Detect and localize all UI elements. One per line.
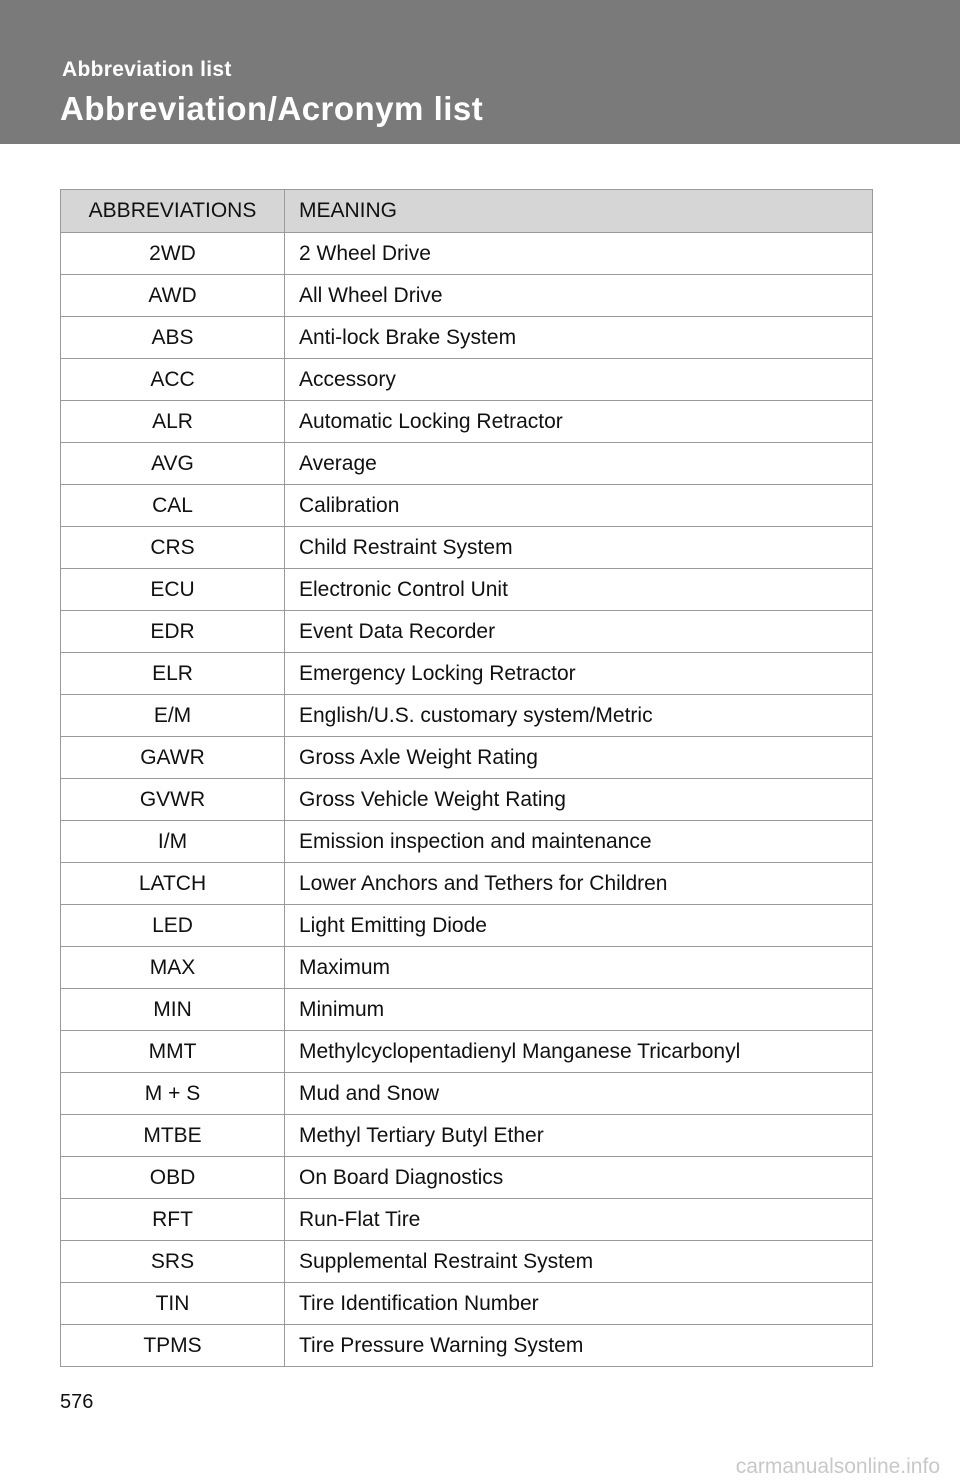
abbreviation-cell: SRS: [61, 1241, 285, 1283]
meaning-cell: Gross Axle Weight Rating: [285, 737, 873, 779]
abbreviation-cell: 2WD: [61, 233, 285, 275]
table-row: [61, 737, 873, 779]
table-row: [61, 569, 873, 611]
column-header-meaning: MEANING: [285, 190, 873, 233]
table-row: [61, 695, 873, 737]
page-number: 576: [60, 1391, 94, 1413]
abbreviation-cell: AVG: [61, 443, 285, 485]
meaning-cell: Event Data Recorder: [285, 611, 873, 653]
table-row: [61, 947, 873, 989]
meaning-cell: Supplemental Restraint System: [285, 1241, 873, 1283]
abbreviation-cell: RFT: [61, 1199, 285, 1241]
table-row: [61, 1073, 873, 1115]
table-row: [61, 1283, 873, 1325]
watermark: carmanualsonline.info: [735, 1455, 940, 1478]
abbreviation-cell: CAL: [61, 485, 285, 527]
meaning-cell: Tire Identification Number: [285, 1283, 873, 1325]
meaning-cell: Electronic Control Unit: [285, 569, 873, 611]
table-row: [61, 1157, 873, 1199]
column-header-abbreviations: ABBREVIATIONS: [61, 190, 285, 233]
abbreviation-cell: MMT: [61, 1031, 285, 1073]
table-row: [61, 401, 873, 443]
meaning-cell: Emission inspection and maintenance: [285, 821, 873, 863]
meaning-cell: Accessory: [285, 359, 873, 401]
meaning-cell: Minimum: [285, 989, 873, 1031]
abbreviation-cell: MIN: [61, 989, 285, 1031]
section-label: Abbreviation list: [62, 58, 232, 81]
meaning-cell: All Wheel Drive: [285, 275, 873, 317]
abbreviation-cell: M + S: [61, 1073, 285, 1115]
table-row: [61, 989, 873, 1031]
meaning-cell: Maximum: [285, 947, 873, 989]
table-row: [61, 359, 873, 401]
page-title: Abbreviation/Acronym list: [60, 90, 484, 127]
meaning-cell: Automatic Locking Retractor: [285, 401, 873, 443]
abbreviation-cell: ECU: [61, 569, 285, 611]
meaning-cell: On Board Diagnostics: [285, 1157, 873, 1199]
table-row: [61, 821, 873, 863]
abbreviation-cell: LATCH: [61, 863, 285, 905]
table-row: [61, 779, 873, 821]
abbreviation-cell: GVWR: [61, 779, 285, 821]
table-row: [61, 1199, 873, 1241]
abbreviation-table: [60, 189, 873, 1367]
meaning-cell: Anti-lock Brake System: [285, 317, 873, 359]
table-row: [61, 1031, 873, 1073]
abbreviation-cell: ABS: [61, 317, 285, 359]
meaning-cell: Mud and Snow: [285, 1073, 873, 1115]
table-row: [61, 863, 873, 905]
meaning-cell: Emergency Locking Retractor: [285, 653, 873, 695]
meaning-cell: Methylcyclopentadienyl Manganese Tricarbonyl: [285, 1031, 873, 1073]
table-row: [61, 317, 873, 359]
page-header: [0, 0, 960, 144]
abbreviation-cell: MAX: [61, 947, 285, 989]
table-row: [61, 485, 873, 527]
abbreviation-cell: GAWR: [61, 737, 285, 779]
meaning-cell: Methyl Tertiary Butyl Ether: [285, 1115, 873, 1157]
meaning-cell: Calibration: [285, 485, 873, 527]
table-row: [61, 1325, 873, 1367]
table-row: [61, 443, 873, 485]
meaning-cell: Lower Anchors and Tethers for Children: [285, 863, 873, 905]
abbreviation-cell: ACC: [61, 359, 285, 401]
table-row: [61, 653, 873, 695]
meaning-cell: Gross Vehicle Weight Rating: [285, 779, 873, 821]
abbreviation-cell: MTBE: [61, 1115, 285, 1157]
abbreviation-cell: ELR: [61, 653, 285, 695]
abbreviation-cell: AWD: [61, 275, 285, 317]
table-header-row: [61, 190, 873, 233]
table-row: [61, 611, 873, 653]
meaning-cell: Tire Pressure Warning System: [285, 1325, 873, 1367]
abbreviation-cell: ALR: [61, 401, 285, 443]
table-row: [61, 233, 873, 275]
meaning-cell: Average: [285, 443, 873, 485]
meaning-cell: Run-Flat Tire: [285, 1199, 873, 1241]
abbreviation-cell: EDR: [61, 611, 285, 653]
abbreviation-cell: E/M: [61, 695, 285, 737]
table-row: [61, 1241, 873, 1283]
table-row: [61, 527, 873, 569]
abbreviation-cell: I/M: [61, 821, 285, 863]
abbreviation-cell: LED: [61, 905, 285, 947]
table-row: [61, 1115, 873, 1157]
meaning-cell: 2 Wheel Drive: [285, 233, 873, 275]
meaning-cell: Light Emitting Diode: [285, 905, 873, 947]
abbreviation-cell: CRS: [61, 527, 285, 569]
meaning-cell: Child Restraint System: [285, 527, 873, 569]
table-row: [61, 905, 873, 947]
abbreviation-cell: OBD: [61, 1157, 285, 1199]
table-row: [61, 275, 873, 317]
abbreviation-cell: TIN: [61, 1283, 285, 1325]
abbreviation-cell: TPMS: [61, 1325, 285, 1367]
meaning-cell: English/U.S. customary system/Metric: [285, 695, 873, 737]
